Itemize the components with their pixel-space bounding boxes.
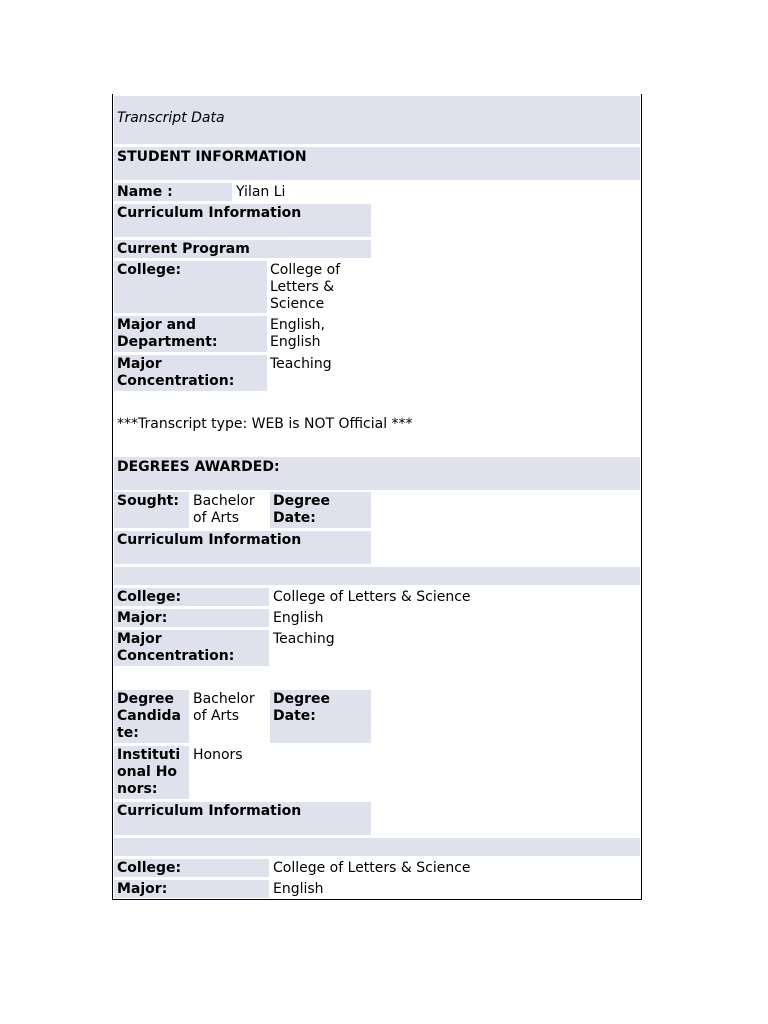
current-program-header: Current Program — [114, 240, 371, 258]
degree-candidate-value: Bachelor of Arts — [193, 691, 255, 724]
page-title: Transcript Data — [114, 96, 640, 144]
major-department-label: Major and Department: — [114, 316, 267, 352]
curriculum-info-header-3: Curriculum Information — [114, 802, 371, 835]
degree1-concentration-label: Major Concentration: — [114, 630, 269, 666]
name-label: Name : — [114, 183, 232, 201]
student-info-header: STUDENT INFORMATION — [114, 147, 640, 180]
degree2-major-label: Major: — [114, 880, 269, 898]
degree2-college-label: College: — [114, 859, 269, 877]
college-label: College: — [114, 261, 267, 313]
degree1-college-value: College of Letters & Science — [273, 589, 471, 605]
curriculum-info-header: Curriculum Information — [114, 204, 371, 237]
sought-value: Bachelor of Arts — [193, 493, 255, 526]
degree-date-label: Degree Date: — [270, 492, 371, 528]
degree1-college-label: College: — [114, 588, 269, 606]
degree1-concentration-value: Teaching — [273, 631, 335, 647]
degrees-awarded-header: DEGREES AWARDED: — [114, 457, 640, 490]
transcript-type-note: ***Transcript type: WEB is NOT Official *** — [117, 416, 413, 432]
degree1-major-value: English — [273, 610, 324, 626]
institutional-honors-label: Institutional Honors: — [114, 746, 189, 799]
college-value: College of Letters & Science — [270, 262, 341, 312]
degree2-date-label: Degree Date: — [270, 690, 371, 743]
divider-band — [114, 567, 640, 585]
curriculum-info-header-2: Curriculum Information — [114, 531, 371, 564]
sought-label: Sought: — [114, 492, 189, 528]
major-concentration-label: Major Concentration: — [114, 355, 267, 391]
divider-band-2 — [114, 838, 640, 856]
degree1-major-label: Major: — [114, 609, 269, 627]
degree2-college-value: College of Letters & Science — [273, 860, 471, 876]
degree-candidate-label: Degree Candidate: — [114, 690, 189, 743]
major-concentration-value: Teaching — [270, 356, 332, 372]
major-department-value: English, English — [270, 317, 326, 350]
name-value: Yilan Li — [236, 184, 286, 200]
degree2-major-value: English — [273, 881, 324, 897]
institutional-honors-value: Honors — [193, 747, 243, 763]
